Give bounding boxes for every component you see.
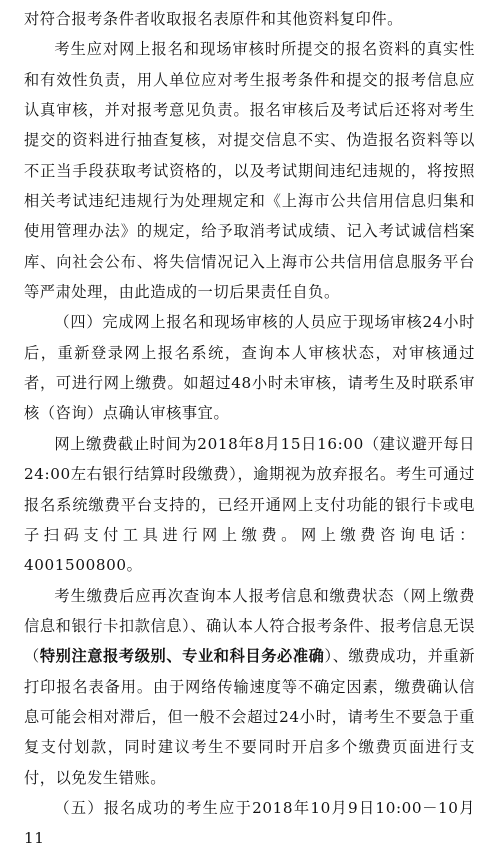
paragraph-4 (24, 429, 475, 581)
paragraph-5-text-b: ）、缴费成功，并重新打印报名表备用。由于网络传输速度等不确定因素，缴费确认信息可能会相对滞后，但一般不会超过24小时，请考生不要急于重复支付划款，同时建议考生不要同时开启多个缴费页面进行支付，以免发生错账。 (24, 647, 475, 787)
paragraph-1 (24, 4, 475, 34)
paragraph-6 (24, 793, 475, 854)
paragraph-2 (24, 34, 475, 307)
paragraph-5-bold-note: 特别注意报考级别、专业和科目务必准确 (39, 647, 325, 666)
paragraph-1-text: 对符合报考条件者收取报名表原件和其他资料复印件。 (24, 10, 403, 28)
paragraph-2-text: 考生应对网上报名和现场审核时所提交的报名资料的真实性和有效性负责，用人单位应对考生报考条件和提交的报考信息应认真审核，并对报考意见负责。报名审核后及考试后还将对考生提交的资料进行抽查复核，对提交信息不实、伪造报名资料等以不正当手段获取考试资格的，以及考试期间违纪违规的，将按照相关考试违纪违规行为处理规定和《上海市公共信用信息归集和使用管理办法》的规定，给予取消考试成绩、记入考试诚信档案库、向社会公布、将失信情况记入上海市公共信用信息服务平台等严肃处理，由此造成的一切后果责任自负。 (24, 40, 475, 302)
paragraph-3 (24, 307, 475, 428)
paragraph-3-text: （四）完成网上报名和现场审核的人员应于现场审核24小时后，重新登录网上报名系统，查询本人审核状态，对审核通过者，可进行网上缴费。如超过48小时未审核，请考生及时联系审核（咨询）点确认审核事宜。 (24, 313, 475, 423)
paragraph-4-text: 网上缴费截止时间为2018年8月15日16:00（建议避开每日24:00左右银行结算时段缴费），逾期视为放弃报名。考生可通过报名系统缴费平台支持的，已经开通网上支付功能的银行卡或电子扫码支付工具进行网上缴费。网上缴费咨询电话：4001500800。 (24, 434, 475, 575)
paragraph-5 (24, 581, 475, 793)
paragraph-5-text-a: 考生缴费后应再次查询本人报考信息和缴费状态（网上缴费信息和银行卡扣款信息）、确认本人符合报考条件、报考信息无误（ (24, 586, 475, 666)
paragraph-6-text: （五）报名成功的考生应于2018年10月9日10:00－10月11 (24, 798, 475, 848)
